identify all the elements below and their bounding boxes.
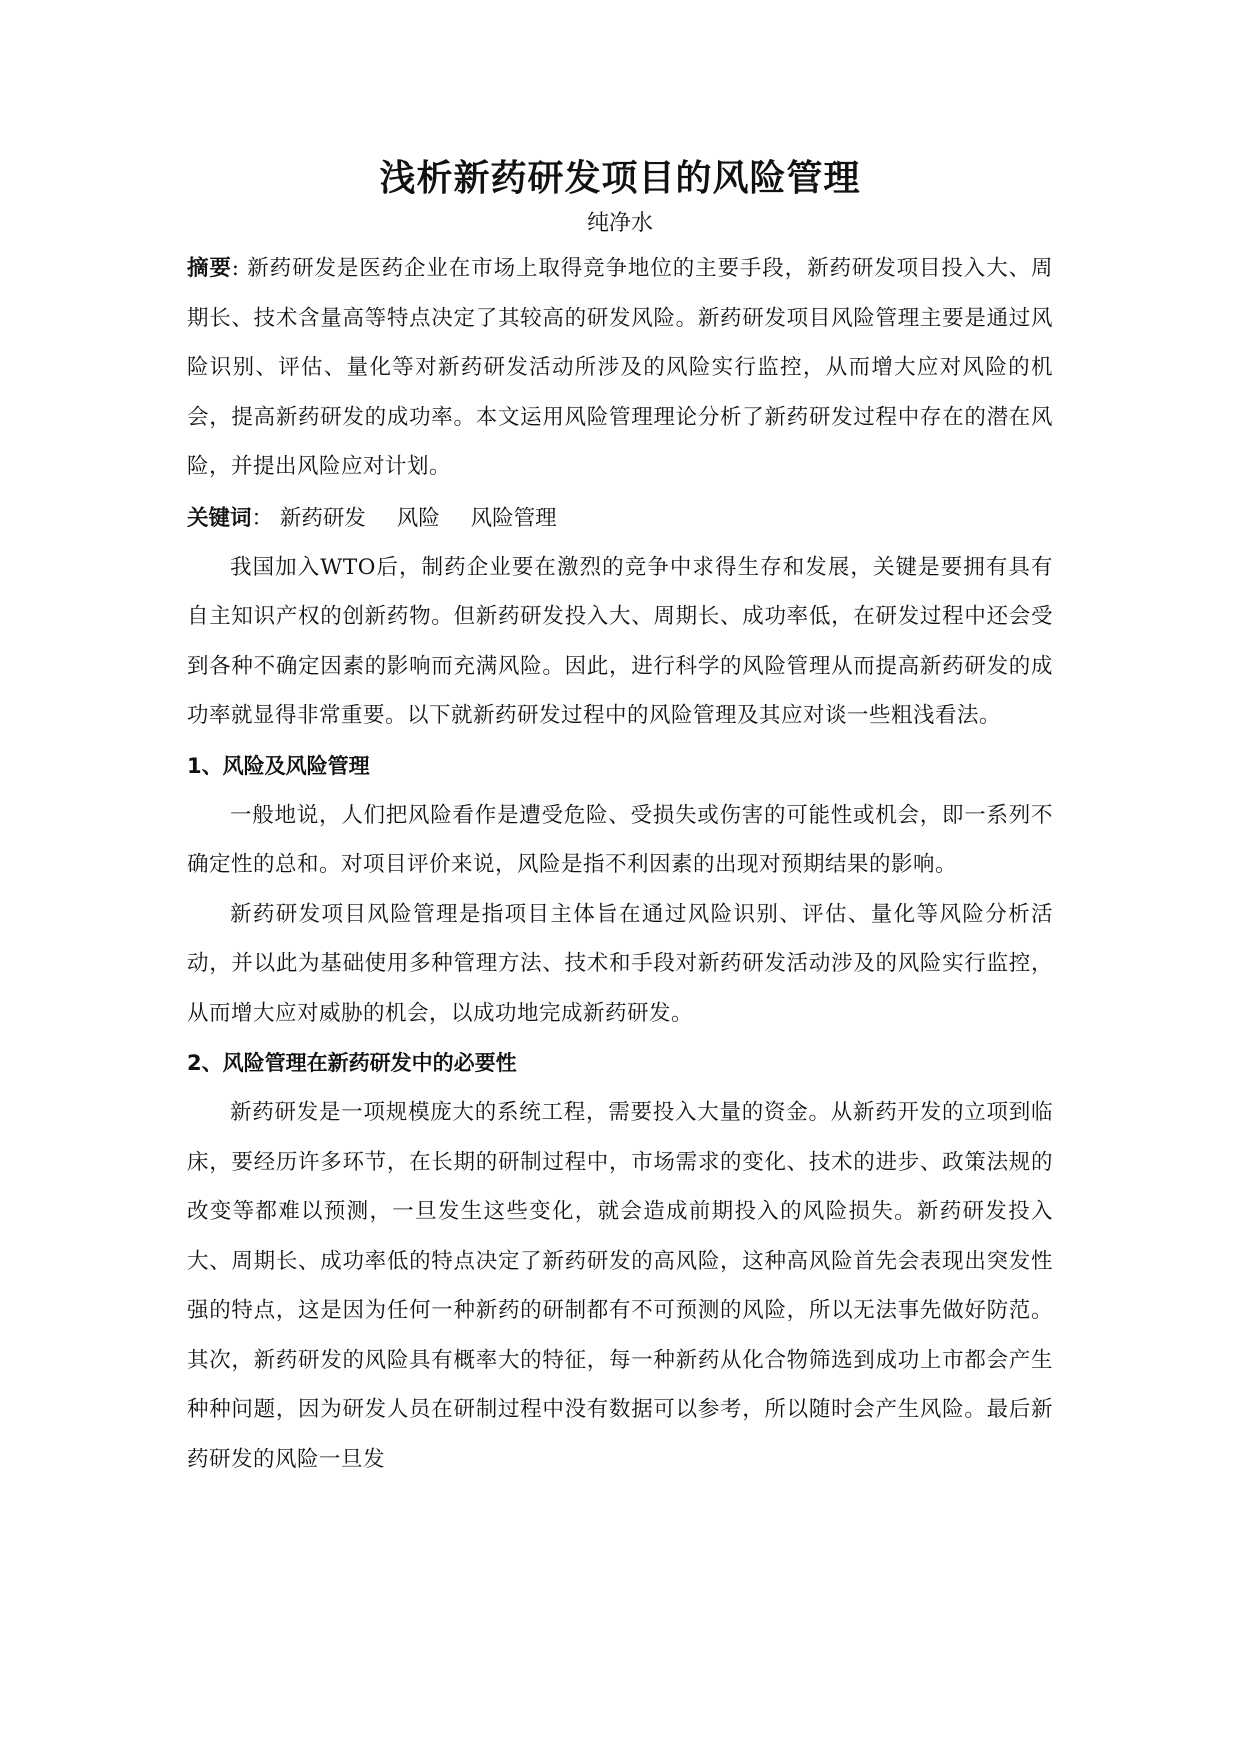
keyword-item: 风险管理 bbox=[470, 505, 557, 531]
intro-paragraph: 我国加入WTO后，制药企业要在激烈的竞争中求得生存和发展，关键是要拥有具有自主知识产权的创新药物。但新药研发投入大、周期长、成功率低，在研发过程中还会受到各种不确定因素的影响而充满风险。因此，进行科学的风险管理从而提高新药研发的成功率就显得非常重要。以下就新药研发过程中的风险管理及其应对谈一些粗浅看法。 bbox=[187, 554, 1053, 728]
abstract-paragraph bbox=[187, 244, 1053, 492]
keywords-colon: ： bbox=[251, 505, 274, 531]
section-heading: 2、风险管理在新药研发中的必要性 bbox=[187, 1051, 517, 1075]
keyword-item: 新药研发 bbox=[279, 505, 366, 531]
keywords-line bbox=[187, 494, 1053, 543]
abstract-text: 新药研发是医药企业在市场上取得竞争地位的主要手段，新药研发项目投入大、周期长、技术含量高等特点决定了其较高的研发风险。新药研发项目风险管理主要是通过风险识别、评估、量化等对新药研发活动所涉及的风险实行监控，从而增大应对风险的机会，提高新药研发的成功率。本文运用风险管理理论分析了新药研发过程中存在的潜在风险，并提出风险应对计划。 bbox=[187, 256, 1053, 479]
body-paragraph: 新药研发是一项规模庞大的系统工程，需要投入大量的资金。从新药开发的立项到临床，要经历许多环节，在长期的研制过程中，市场需求的变化、技术的进步、政策法规的改变等都难以预测，一旦发生这些变化，就会造成前期投入的风险损失。新药研发投入大、周期长、成功率低的特点决定了新药研发的高风险，这种高风险首先会表现出突发性强的特点，这是因为任何一种新药的研制都有不可预测的风险，所以无法事先做好防范。其次，新药研发的风险具有概率大的特征，每一种新药从化合物筛选到成功上市都会产生种种问题，因为研发人员在研制过程中没有数据可以参考，所以随时会产生风险。最后新药研发的风险一旦发 bbox=[187, 1100, 1053, 1472]
abstract-label: 摘要 bbox=[187, 256, 232, 281]
body-paragraph: 新药研发项目风险管理是指项目主体旨在通过风险识别、评估、量化等风险分析活动，并以此为基础使用多种管理方法、技术和手段对新药研发活动涉及的风险实行监控，从而增大应对威胁的机会，以成功地完成新药研发。 bbox=[187, 901, 1053, 1026]
document-title: 浅析新药研发项目的风险管理 bbox=[379, 157, 861, 199]
abstract-colon: : bbox=[231, 256, 240, 281]
document-author: 纯净水 bbox=[586, 211, 653, 236]
section-heading: 1、风险及风险管理 bbox=[187, 753, 370, 778]
body-paragraph: 一般地说，人们把风险看作是遭受危险、受损失或伤害的可能性或机会，即一系列不确定性的总和。对项目评价来说，风险是指不利因素的出现对预期结果的影响。 bbox=[187, 802, 1053, 877]
keyword-item: 风险 bbox=[396, 505, 440, 531]
keywords-label: 关键词 bbox=[187, 505, 252, 531]
document-page bbox=[187, 150, 1053, 1484]
